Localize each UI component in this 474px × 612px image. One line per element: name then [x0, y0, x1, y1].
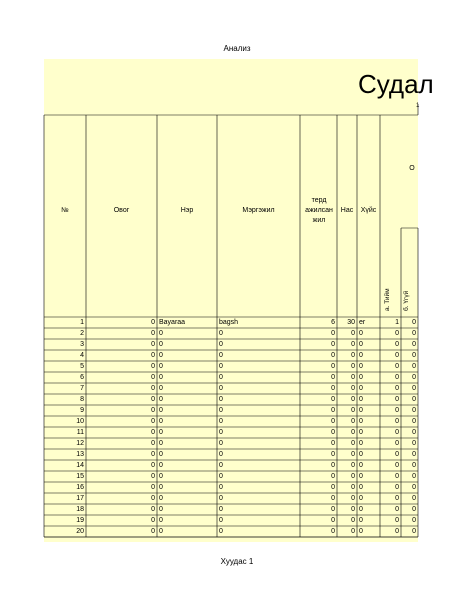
cell-age: 0 — [351, 330, 355, 337]
sub-header-yes: а. Тийм — [384, 288, 391, 311]
cell-surname: 0 — [151, 374, 155, 381]
cell-age: 0 — [351, 484, 355, 491]
cell-yes: 0 — [395, 429, 399, 436]
cell-profession: 0 — [219, 440, 223, 447]
cell-age: 0 — [351, 517, 355, 524]
cell-number: 19 — [76, 517, 84, 524]
cell-number: 18 — [76, 506, 84, 513]
cell-age: 0 — [351, 407, 355, 414]
col-header-gender: Хүйс — [360, 207, 377, 214]
cell-profession: 0 — [219, 374, 223, 381]
cell-name: 0 — [159, 363, 163, 370]
cell-work-years: 6 — [331, 319, 335, 326]
cell-name: 0 — [159, 418, 163, 425]
cell-age: 0 — [351, 385, 355, 392]
col-header-surname: Овог — [113, 207, 130, 214]
cell-no: 0 — [412, 418, 416, 425]
cell-gender: 0 — [359, 341, 363, 348]
cell-name: 0 — [159, 517, 163, 524]
cell-surname: 0 — [151, 495, 155, 502]
cell-no: 0 — [412, 352, 416, 359]
cell-surname: 0 — [151, 440, 155, 447]
cell-age: 0 — [351, 495, 355, 502]
cell-surname: 0 — [151, 407, 155, 414]
cell-name: Bayaraa — [159, 319, 186, 326]
cell-work-years: 0 — [331, 473, 335, 480]
cell-no: 0 — [412, 462, 416, 469]
col-header-age: Нас — [340, 207, 354, 214]
cell-profession: 0 — [219, 517, 223, 524]
cell-name: 0 — [159, 407, 163, 414]
cell-surname: 0 — [151, 396, 155, 403]
col-header-work-years: терд ажилсан жил — [305, 197, 333, 224]
cell-work-years: 0 — [331, 440, 335, 447]
col-header-profession: Мэргэжил — [242, 207, 275, 214]
cell-no: 0 — [412, 407, 416, 414]
cell-profession: 0 — [219, 495, 223, 502]
cell-work-years: 0 — [331, 506, 335, 513]
cell-yes: 0 — [395, 517, 399, 524]
cell-no: 0 — [412, 330, 416, 337]
cell-gender: 0 — [359, 418, 363, 425]
cell-gender: 0 — [359, 517, 363, 524]
cell-profession: 0 — [219, 385, 223, 392]
cell-no: 0 — [412, 517, 416, 524]
cell-no: 0 — [412, 440, 416, 447]
cell-number: 2 — [80, 330, 84, 337]
cell-no: 0 — [412, 396, 416, 403]
cell-number: 10 — [76, 418, 84, 425]
cell-surname: 0 — [151, 451, 155, 458]
cell-number: 12 — [76, 440, 84, 447]
cell-work-years: 0 — [331, 418, 335, 425]
cell-yes: 0 — [395, 396, 399, 403]
cell-number: 6 — [80, 374, 84, 381]
cell-surname: 0 — [151, 473, 155, 480]
cell-yes: 0 — [395, 484, 399, 491]
cell-gender: 0 — [359, 352, 363, 359]
cell-work-years: 0 — [331, 429, 335, 436]
cell-name: 0 — [159, 429, 163, 436]
cell-age: 0 — [351, 418, 355, 425]
cell-profession: 0 — [219, 462, 223, 469]
cell-work-years: 0 — [331, 396, 335, 403]
cell-age: 0 — [351, 363, 355, 370]
cell-name: 0 — [159, 528, 163, 535]
col-header-number: № — [61, 207, 69, 214]
cell-number: 1 — [80, 319, 84, 326]
cell-surname: 0 — [151, 363, 155, 370]
cell-surname: 0 — [151, 429, 155, 436]
cell-name: 0 — [159, 451, 163, 458]
cell-yes: 0 — [395, 330, 399, 337]
cell-surname: 0 — [151, 506, 155, 513]
cell-number: 17 — [76, 495, 84, 502]
cell-gender: 0 — [359, 440, 363, 447]
cell-yes: 0 — [395, 352, 399, 359]
cell-no: 0 — [412, 473, 416, 480]
cell-yes: 0 — [395, 528, 399, 535]
cell-surname: 0 — [151, 330, 155, 337]
cell-name: 0 — [159, 374, 163, 381]
cell-age: 0 — [351, 462, 355, 469]
cell-profession: 0 — [219, 528, 223, 535]
cell-name: 0 — [159, 473, 163, 480]
cell-age: 0 — [351, 440, 355, 447]
cell-profession: 0 — [219, 363, 223, 370]
cell-yes: 0 — [395, 451, 399, 458]
cell-age: 0 — [351, 473, 355, 480]
cell-name: 0 — [159, 396, 163, 403]
cell-work-years: 0 — [331, 517, 335, 524]
cell-yes: 0 — [395, 363, 399, 370]
cell-profession: 0 — [219, 418, 223, 425]
cell-surname: 0 — [151, 319, 155, 326]
cell-no: 0 — [412, 495, 416, 502]
cell-age: 0 — [351, 374, 355, 381]
cell-no: 0 — [412, 484, 416, 491]
cell-profession: bagsh — [219, 319, 239, 326]
cell-no: 0 — [412, 429, 416, 436]
cell-number: 16 — [76, 484, 84, 491]
col-header-name: Нэр — [180, 207, 194, 214]
cell-gender: 0 — [359, 363, 363, 370]
cell-work-years: 0 — [331, 385, 335, 392]
cell-profession: 0 — [219, 341, 223, 348]
cell-yes: 0 — [395, 407, 399, 414]
cell-number: 14 — [76, 462, 84, 469]
cell-work-years: 0 — [331, 330, 335, 337]
cell-work-years: 0 — [331, 484, 335, 491]
cell-gender: 0 — [359, 473, 363, 480]
sub-header-no: б. Үгүй — [403, 290, 410, 311]
cell-surname: 0 — [151, 418, 155, 425]
cell-gender: 0 — [359, 462, 363, 469]
cell-profession: 0 — [219, 484, 223, 491]
cell-work-years: 0 — [331, 341, 335, 348]
cell-age: 0 — [351, 451, 355, 458]
cell-profession: 0 — [219, 330, 223, 337]
cell-gender: 0 — [359, 385, 363, 392]
spreadsheet-page — [44, 59, 434, 542]
cell-number: 5 — [80, 363, 84, 370]
cell-name: 0 — [159, 330, 163, 337]
cell-no: 0 — [412, 528, 416, 535]
cell-age: 0 — [351, 352, 355, 359]
cell-yes: 0 — [395, 385, 399, 392]
group-header-mark: О — [409, 165, 415, 172]
cell-no: 0 — [412, 451, 416, 458]
cell-number: 7 — [80, 385, 84, 392]
cell-gender: 0 — [359, 528, 363, 535]
page-header: Анализ — [223, 44, 251, 53]
cell-surname: 0 — [151, 352, 155, 359]
cell-age: 0 — [351, 429, 355, 436]
cell-name: 0 — [159, 440, 163, 447]
cell-number: 15 — [76, 473, 84, 480]
cell-gender: 0 — [359, 374, 363, 381]
cell-surname: 0 — [151, 385, 155, 392]
cell-name: 0 — [159, 506, 163, 513]
cell-number: 9 — [80, 407, 84, 414]
cell-surname: 0 — [151, 484, 155, 491]
cell-no: 0 — [412, 363, 416, 370]
cell-gender: er — [359, 319, 366, 326]
cell-work-years: 0 — [331, 528, 335, 535]
cell-age: 0 — [351, 506, 355, 513]
cell-gender: 0 — [359, 330, 363, 337]
cell-number: 8 — [80, 396, 84, 403]
cell-surname: 0 — [151, 462, 155, 469]
cell-work-years: 0 — [331, 462, 335, 469]
cell-gender: 0 — [359, 429, 363, 436]
cell-age: 0 — [351, 341, 355, 348]
cell-profession: 0 — [219, 429, 223, 436]
top-mark: 1 — [416, 103, 420, 109]
cell-profession: 0 — [219, 396, 223, 403]
cell-age: 0 — [351, 528, 355, 535]
cell-no: 0 — [412, 319, 416, 326]
cell-yes: 1 — [395, 319, 399, 326]
page-footer: Хуудас 1 — [220, 557, 254, 566]
cell-work-years: 0 — [331, 451, 335, 458]
cell-yes: 0 — [395, 341, 399, 348]
cell-work-years: 0 — [331, 407, 335, 414]
cell-gender: 0 — [359, 407, 363, 414]
cell-surname: 0 — [151, 341, 155, 348]
cell-yes: 0 — [395, 418, 399, 425]
cell-profession: 0 — [219, 407, 223, 414]
cell-gender: 0 — [359, 495, 363, 502]
cell-number: 4 — [80, 352, 84, 359]
cell-name: 0 — [159, 385, 163, 392]
cell-gender: 0 — [359, 506, 363, 513]
cell-yes: 0 — [395, 506, 399, 513]
sheet-title: Судал — [358, 69, 434, 99]
cell-number: 13 — [76, 451, 84, 458]
cell-no: 0 — [412, 385, 416, 392]
cell-number: 11 — [76, 429, 84, 436]
cell-yes: 0 — [395, 495, 399, 502]
cell-number: 3 — [80, 341, 84, 348]
cell-yes: 0 — [395, 462, 399, 469]
cell-yes: 0 — [395, 473, 399, 480]
cell-gender: 0 — [359, 396, 363, 403]
cell-number: 20 — [76, 528, 84, 535]
cell-name: 0 — [159, 484, 163, 491]
cell-yes: 0 — [395, 374, 399, 381]
cell-profession: 0 — [219, 506, 223, 513]
cell-work-years: 0 — [331, 495, 335, 502]
cell-no: 0 — [412, 374, 416, 381]
cell-surname: 0 — [151, 517, 155, 524]
cell-work-years: 0 — [331, 352, 335, 359]
cell-no: 0 — [412, 506, 416, 513]
cell-work-years: 0 — [331, 374, 335, 381]
cell-age: 30 — [347, 319, 355, 326]
cell-profession: 0 — [219, 473, 223, 480]
cell-yes: 0 — [395, 440, 399, 447]
cell-name: 0 — [159, 495, 163, 502]
cell-profession: 0 — [219, 352, 223, 359]
cell-profession: 0 — [219, 451, 223, 458]
cell-name: 0 — [159, 462, 163, 469]
cell-gender: 0 — [359, 451, 363, 458]
cell-no: 0 — [412, 341, 416, 348]
cell-gender: 0 — [359, 484, 363, 491]
cell-surname: 0 — [151, 528, 155, 535]
cell-name: 0 — [159, 341, 163, 348]
cell-work-years: 0 — [331, 363, 335, 370]
cell-name: 0 — [159, 352, 163, 359]
cell-age: 0 — [351, 396, 355, 403]
